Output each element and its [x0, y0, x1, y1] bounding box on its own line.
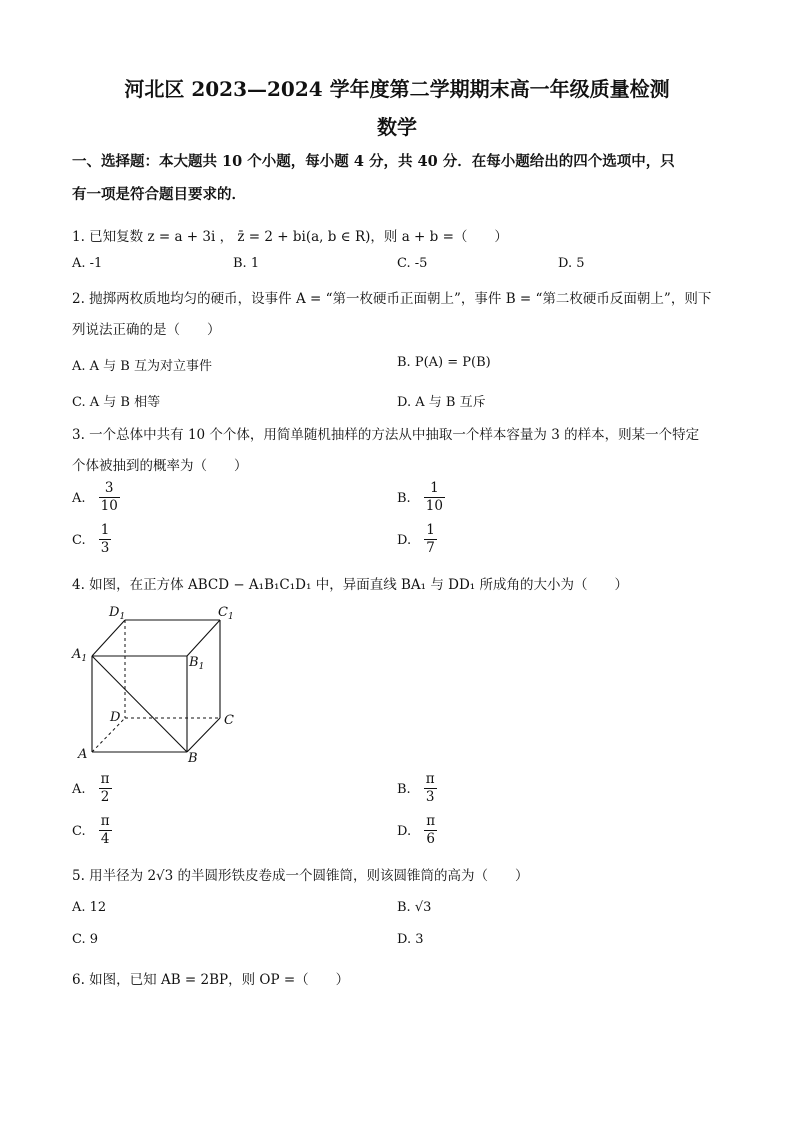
q4-option-d-den: 6	[426, 831, 435, 847]
label-D1: $D_1$	[109, 605, 126, 622]
q1-option-c: C. -5	[397, 256, 428, 271]
q2-option-b: B. P(A) = P(B)	[397, 355, 491, 370]
q3-stem-line2: 个体被抽到的概率为（ ）	[72, 458, 248, 474]
q1-stem: 1. 已知复数 z = a + 3i ， z̄ = 2 + bi(a, b ∈ R)，则 a + b =（ ）	[72, 229, 508, 245]
q1-option-a: A. -1	[72, 256, 103, 271]
q3-option-c-den: 3	[100, 540, 110, 556]
q2-stem-line1: 2. 抛掷两枚质地均匀的硬币，设事件 A = “第一枚硬币正面朝上”，事件 B = “第二枚硬币反面朝上”，则下	[72, 291, 712, 307]
q3-option-a-num: 3	[99, 480, 120, 498]
q4-option-d-letter: D.	[397, 824, 412, 839]
q4-option-c-num: π	[100, 813, 110, 829]
label-B: B	[188, 751, 198, 766]
q4-option-a-num: π	[100, 771, 110, 787]
cube-figure	[70, 600, 250, 770]
q4-option-b	[397, 771, 437, 806]
q4-option-b-num: π	[425, 771, 435, 787]
q4-option-c-letter: C.	[72, 824, 86, 839]
q4-option-a-den: 2	[100, 789, 110, 805]
q3-option-a	[72, 480, 120, 515]
q4-option-c	[72, 813, 112, 848]
exam-title: 河北区 2023—2024 学年度第二学期期末高一年级质量检测	[124, 77, 670, 101]
label-C: C	[224, 713, 234, 728]
edge-A1D1	[92, 620, 125, 656]
label-C1: $C_1$	[218, 605, 234, 622]
label-A: A	[78, 747, 88, 762]
q3-option-d	[397, 522, 437, 557]
q2-option-a: A. A 与 B 互为对立事件	[72, 359, 212, 374]
q3-option-a-letter: A.	[72, 491, 86, 506]
q2-option-d: D. A 与 B 互斥	[397, 395, 486, 410]
edge-B1C1	[187, 620, 220, 656]
q2-option-c: C. A 与 B 相等	[72, 395, 161, 410]
q1-option-b: B. 1	[233, 256, 260, 271]
q3-option-d-letter: D.	[397, 533, 412, 548]
q5-option-b: B. √3	[397, 900, 432, 915]
q3-stem-line1: 3. 一个总体中共有 10 个个体，用简单随机抽样的方法从中抽取一个样本容量为 3 的样本，则某一个特定	[72, 427, 700, 443]
q4-option-d	[397, 813, 437, 848]
q3-option-d-den: 7	[426, 540, 435, 556]
q4-option-d-num: π	[426, 813, 436, 829]
q4-stem: 4. 如图，在正方体 ABCD − A₁B₁C₁D₁ 中，异面直线 BA₁ 与 DD₁ 所成角的大小为（ ）	[72, 577, 628, 593]
q4-option-b-letter: B.	[397, 782, 411, 797]
q3-option-a-den: 10	[100, 498, 118, 514]
q5-option-a: A. 12	[72, 900, 107, 915]
q1-option-d: D. 5	[558, 256, 585, 271]
q3-option-d-num: 1	[426, 522, 435, 538]
edge-BC	[187, 718, 220, 752]
q4-option-c-den: 4	[100, 831, 110, 847]
q4-option-a	[72, 771, 112, 806]
subject-title: 数学	[377, 115, 417, 139]
q3-option-b	[397, 480, 445, 515]
q5-stem: 5. 用半径为 2√3 的半圆形铁皮卷成一个圆锥筒，则该圆锥筒的高为（ ）	[72, 868, 529, 884]
section1-line1: 一、选择题：本大题共 10 个小题，每小题 4 分，共 40 分．在每小题给出的四个选项中，只	[72, 153, 675, 170]
q2-stem-line2: 列说法正确的是（ ）	[72, 322, 221, 338]
label-D: D	[110, 710, 121, 725]
q3-option-b-den: 10	[425, 498, 443, 514]
section1-line2: 有一项是符合题目要求的．	[72, 186, 246, 203]
q4-option-b-den: 3	[425, 789, 435, 805]
label-B1: $B_1$	[189, 655, 205, 672]
q3-option-c-letter: C.	[72, 533, 86, 548]
q5-option-d: D. 3	[397, 932, 424, 947]
q5-option-c: C. 9	[72, 932, 99, 947]
q3-option-b-num: 1	[424, 480, 445, 498]
q3-option-c	[72, 522, 111, 557]
q6-stem: 6. 如图，已知 AB = 2BP，则 OP =（ ）	[72, 972, 350, 988]
label-A1: $A_1$	[72, 647, 88, 664]
q3-option-b-letter: B.	[397, 491, 411, 506]
q3-option-c-num: 1	[100, 522, 110, 538]
q4-option-a-letter: A.	[72, 782, 86, 797]
